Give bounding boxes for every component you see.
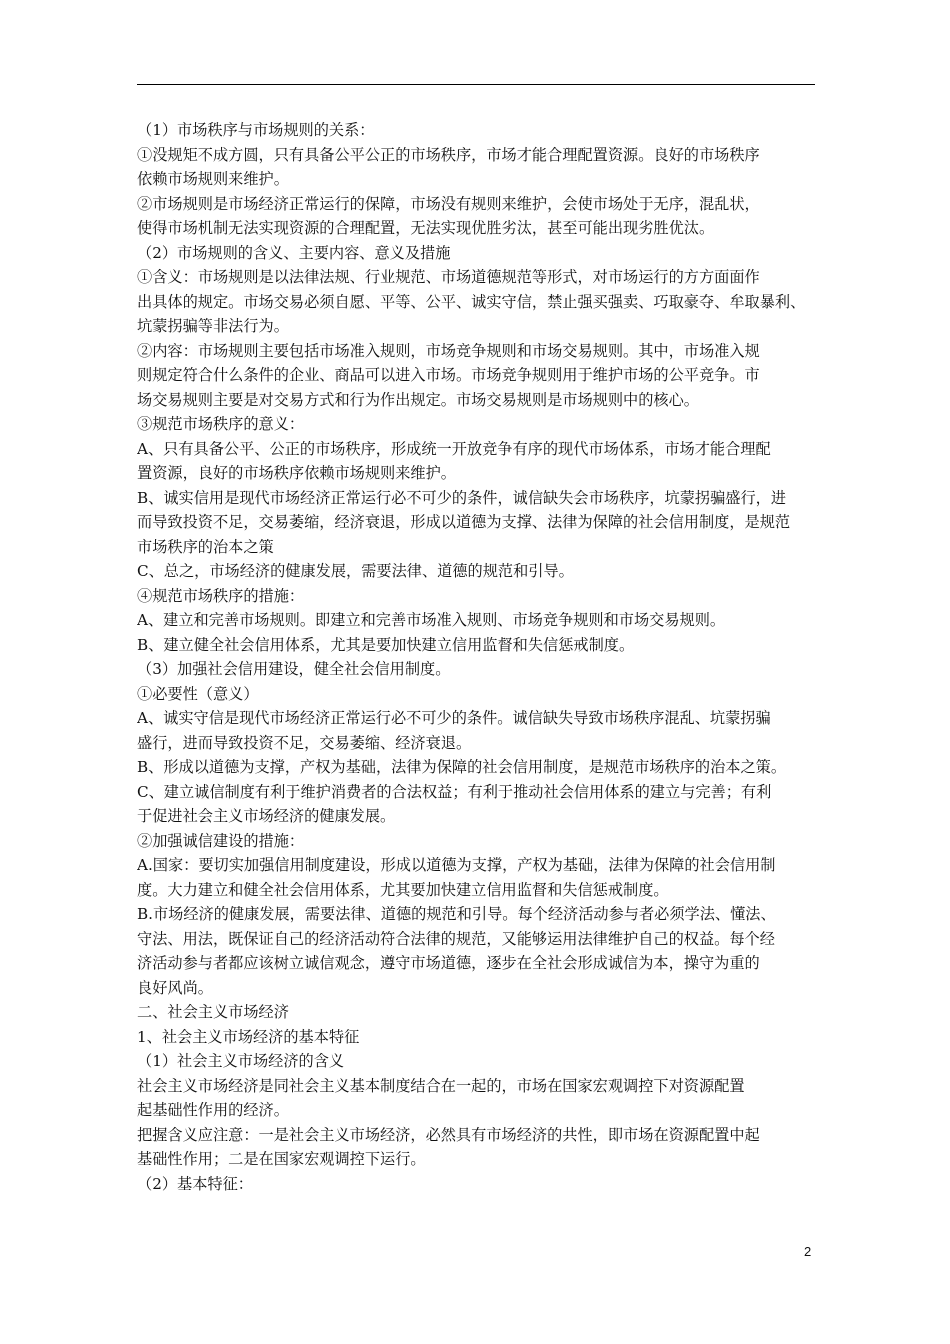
text-line: C、总之，市场经济的健康发展，需要法律、道德的规范和引导。 [137,562,574,580]
text-line: 1、社会主义市场经济的基本特征 [137,1027,360,1046]
text-line: 良好风尚。 [137,978,213,997]
text-line: 盛行，进而导致投资不足，交易萎缩、经济衰退。 [137,733,472,752]
text-line: 把握含义应注意：一是社会主义市场经济，必然具有市场经济的共性，即市场在资源配置中起 [137,1125,760,1144]
text-line: 基础性作用；二是在国家宏观调控下运行。 [137,1150,426,1168]
text-line: 坑蒙拐骗等非法行为。 [137,317,289,335]
text-line: 依赖市场规则来维护。 [137,170,289,188]
text-line: 守法、用法，既保证自己的经济活动符合法律的规范，又能够运用法律维护自己的权益。每个经 [137,929,775,948]
text-line: 场交易规则主要是对交易方式和行为作出规定。市场交易规则是市场规则中的核心。 [137,390,699,409]
text-line: 起基础性作用的经济。 [137,1101,289,1119]
header-rule [137,84,815,85]
text-line: 置资源，良好的市场秩序依赖市场规则来维护。 [137,464,456,482]
text-line: （3）加强社会信用建设，健全社会信用制度。 [137,660,451,678]
text-line: 二、社会主义市场经济 [137,1003,289,1021]
text-line: 出具体的规定。市场交易必须自愿、平等、公平、诚实守信，禁止强买强卖、巧取豪夺、牟取暴利、 [137,292,806,311]
text-line: 于促进社会主义市场经济的健康发展。 [137,807,396,825]
text-line: （2）市场规则的含义、主要内容、意义及措施 [137,243,451,262]
text-line: B、建立健全社会信用体系，尤其是要加快建立信用监督和失信惩戒制度。 [137,635,635,654]
text-line: ②内容：市场规则主要包括市场准入规则，市场竞争规则和市场交易规则。其中，市场准入规 [137,341,760,360]
text-line: A、只有具备公平、公正的市场秩序，形成统一开放竞争有序的现代市场体系，市场才能合理配 [137,439,771,458]
text-line: ①必要性（意义） [137,684,259,703]
text-line: 使得市场机制无法实现资源的合理配置，无法实现优胜劣汰，甚至可能出现劣胜优汰。 [137,219,715,237]
text-line: 市场秩序的治本之策 [137,537,274,556]
document-body [137,118,821,1196]
text-line: A、诚实守信是现代市场经济正常运行必不可少的条件。诚信缺失导致市场秩序混乱、坑蒙拐骗 [137,709,771,727]
text-line: （1）社会主义市场经济的含义 [137,1052,345,1070]
text-line: B、诚实信用是现代市场经济正常运行必不可少的条件，诚信缺失会市场秩序，坑蒙拐骗盛行，进 [137,488,787,507]
text-line: （1）市场秩序与市场规则的关系： [137,121,375,139]
text-line: B、形成以道德为支撑，产权为基础，法律为保障的社会信用制度，是规范市场秩序的治本之策。 [137,758,787,776]
text-line: ①含义：市场规则是以法律法规、行业规范、市场道德规范等形式，对市场运行的方方面面作 [137,268,760,286]
page-number: 2 [804,1244,812,1259]
text-line: ④规范市场秩序的措施： [137,586,305,605]
text-line: （2）基本特征： [137,1174,253,1193]
text-line: 度。大力建立和健全社会信用体系，尤其要加快建立信用监督和失信惩戒制度。 [137,880,669,899]
text-line: A.国家：要切实加强信用制度建设，形成以道德为支撑，产权为基础，法律为保障的社会信用制 [137,856,776,874]
text-line: B.市场经济的健康发展，需要法律、道德的规范和引导。每个经济活动参与者必须学法、懂法、 [137,905,776,923]
text-line: ②市场规则是市场经济正常运行的保障，市场没有规则来维护，会使市场处于无序，混乱状， [137,194,760,213]
text-line: 济活动参与者都应该树立诚信观念，遵守市场道德，逐步在全社会形成诚信为本，操守为重的 [137,954,760,972]
text-line: ①没规矩不成方圆，只有具备公平公正的市场秩序，市场才能合理配置资源。良好的市场秩序 [137,145,760,164]
text-line: C、建立诚信制度有利于维护消费者的合法权益；有利于推动社会信用体系的建立与完善；有利 [137,782,772,801]
text-line: ③规范市场秩序的意义： [137,415,305,433]
text-line: 则规定符合什么条件的企业、商品可以进入市场。市场竞争规则用于维护市场的公平竞争。市 [137,366,760,384]
text-line: A、建立和完善市场规则。即建立和完善市场准入规则、市场竞争规则和市场交易规则。 [137,611,726,629]
text-line: ②加强诚信建设的措施： [137,831,305,850]
text-line: 社会主义市场经济是同社会主义基本制度结合在一起的，市场在国家宏观调控下对资源配置 [137,1076,745,1095]
text-line: 而导致投资不足，交易萎缩，经济衰退，形成以道德为支撑、法律为保障的社会信用制度，是规范 [137,513,791,531]
